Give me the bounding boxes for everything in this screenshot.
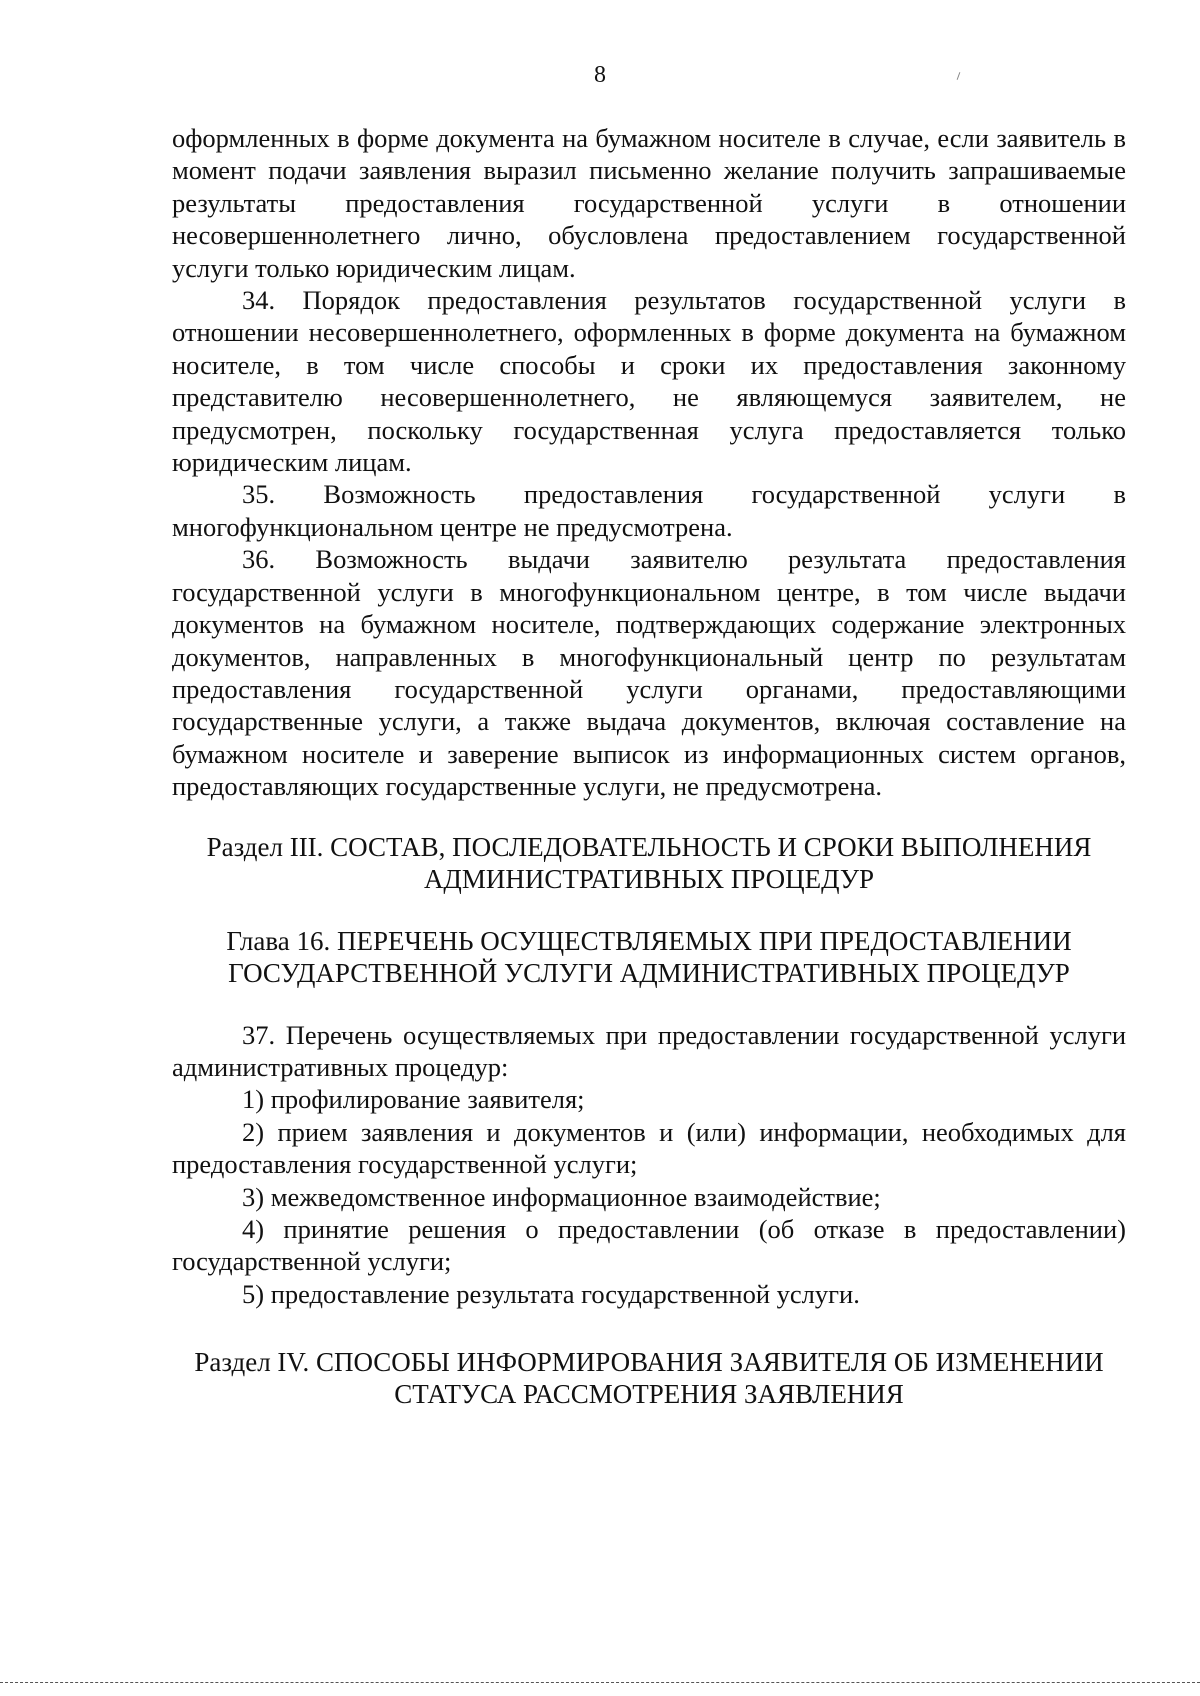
page-bottom-edge-line (0, 1682, 1200, 1683)
section-3-heading: Раздел III. СОСТАВ, ПОСЛЕДОВАТЕЛЬНОСТЬ И СРОКИ ВЫПОЛНЕНИЯ АДМИНИСТРАТИВНЫХ ПРОЦЕДУР (206, 831, 1092, 894)
list-item-1: 1) профилирование заявителя; (242, 1084, 585, 1115)
list-item-2: 2) прием заявления и документов и (или) информации, необходимых для предоставления государственной услуги; (172, 1116, 1126, 1180)
paragraph-35: 35. Возможность предоставления государственной услуги в многофункциональном центре не предусмотрена. (172, 479, 1126, 542)
section-4-heading: Раздел IV. СПОСОБЫ ИНФОРМИРОВАНИЯ ЗАЯВИТЕЛЯ ОБ ИЗМЕНЕНИИ СТАТУСА РАССМОТРЕНИЯ ЗАЯВЛЕНИЯ (194, 1347, 1104, 1410)
paragraph-34: 34. Порядок предоставления результатов государственной услуги в отношении несовершеннолетнего, оформленных в форме документа на бумажном носителе, в том числе способы и сроки их предоставления законному представителю несовершеннолетнего, не являющемуся заявителем, не предусмотрен, поскольку государственная услуга предоставляется только юридическим лицам. (172, 285, 1126, 478)
list-item-4: 4) принятие решения о предоставлении (об отказе в предоставлении) государственной услуги; (172, 1213, 1126, 1277)
chapter-16-heading: Глава 16. ПЕРЕЧЕНЬ ОСУЩЕСТВЛЯЕМЫХ ПРИ ПРЕДОСТАВЛЕНИИ ГОСУДАРСТВЕННОЙ УСЛУГИ АДМИНИСТРАТИВНЫХ ПРОЦЕДУР (226, 925, 1072, 988)
list-item-5: 5) предоставление результата государственной услуги. (242, 1278, 860, 1309)
paragraph-continuation: оформленных в форме документа на бумажном носителе в случае, если заявитель в момент подачи заявления выразил письменно желание получить запрашиваемые результаты предоставления государственной услуги в отношении несовершеннолетнего лично, обусловлена предоставлением государственной услуги только юридическим лицам. (172, 123, 1126, 283)
paragraph-37: 37. Перечень осуществляемых при предоставлении государственной услуги административных процедур: (172, 1019, 1126, 1082)
paragraph-36: 36. Возможность выдачи заявителю результата предоставления государственной услуги в многофункциональном центре, в том числе выдачи документов на бумажном носителе, подтверждающих содержание электронных документов, направленных в многофункциональный центр по результатам предоставления государственной услуги органами, предоставляющими государственные услуги, а также выдача документов, включая составление на бумажном носителе и заверение выписок из информационных систем органов, предоставляющих государственные услуги, не предусмотрена. (172, 544, 1126, 802)
list-item-3: 3) межведомственное информационное взаимодействие; (242, 1181, 881, 1212)
page-number: 8 (594, 62, 606, 88)
document-body (172, 122, 1126, 1410)
